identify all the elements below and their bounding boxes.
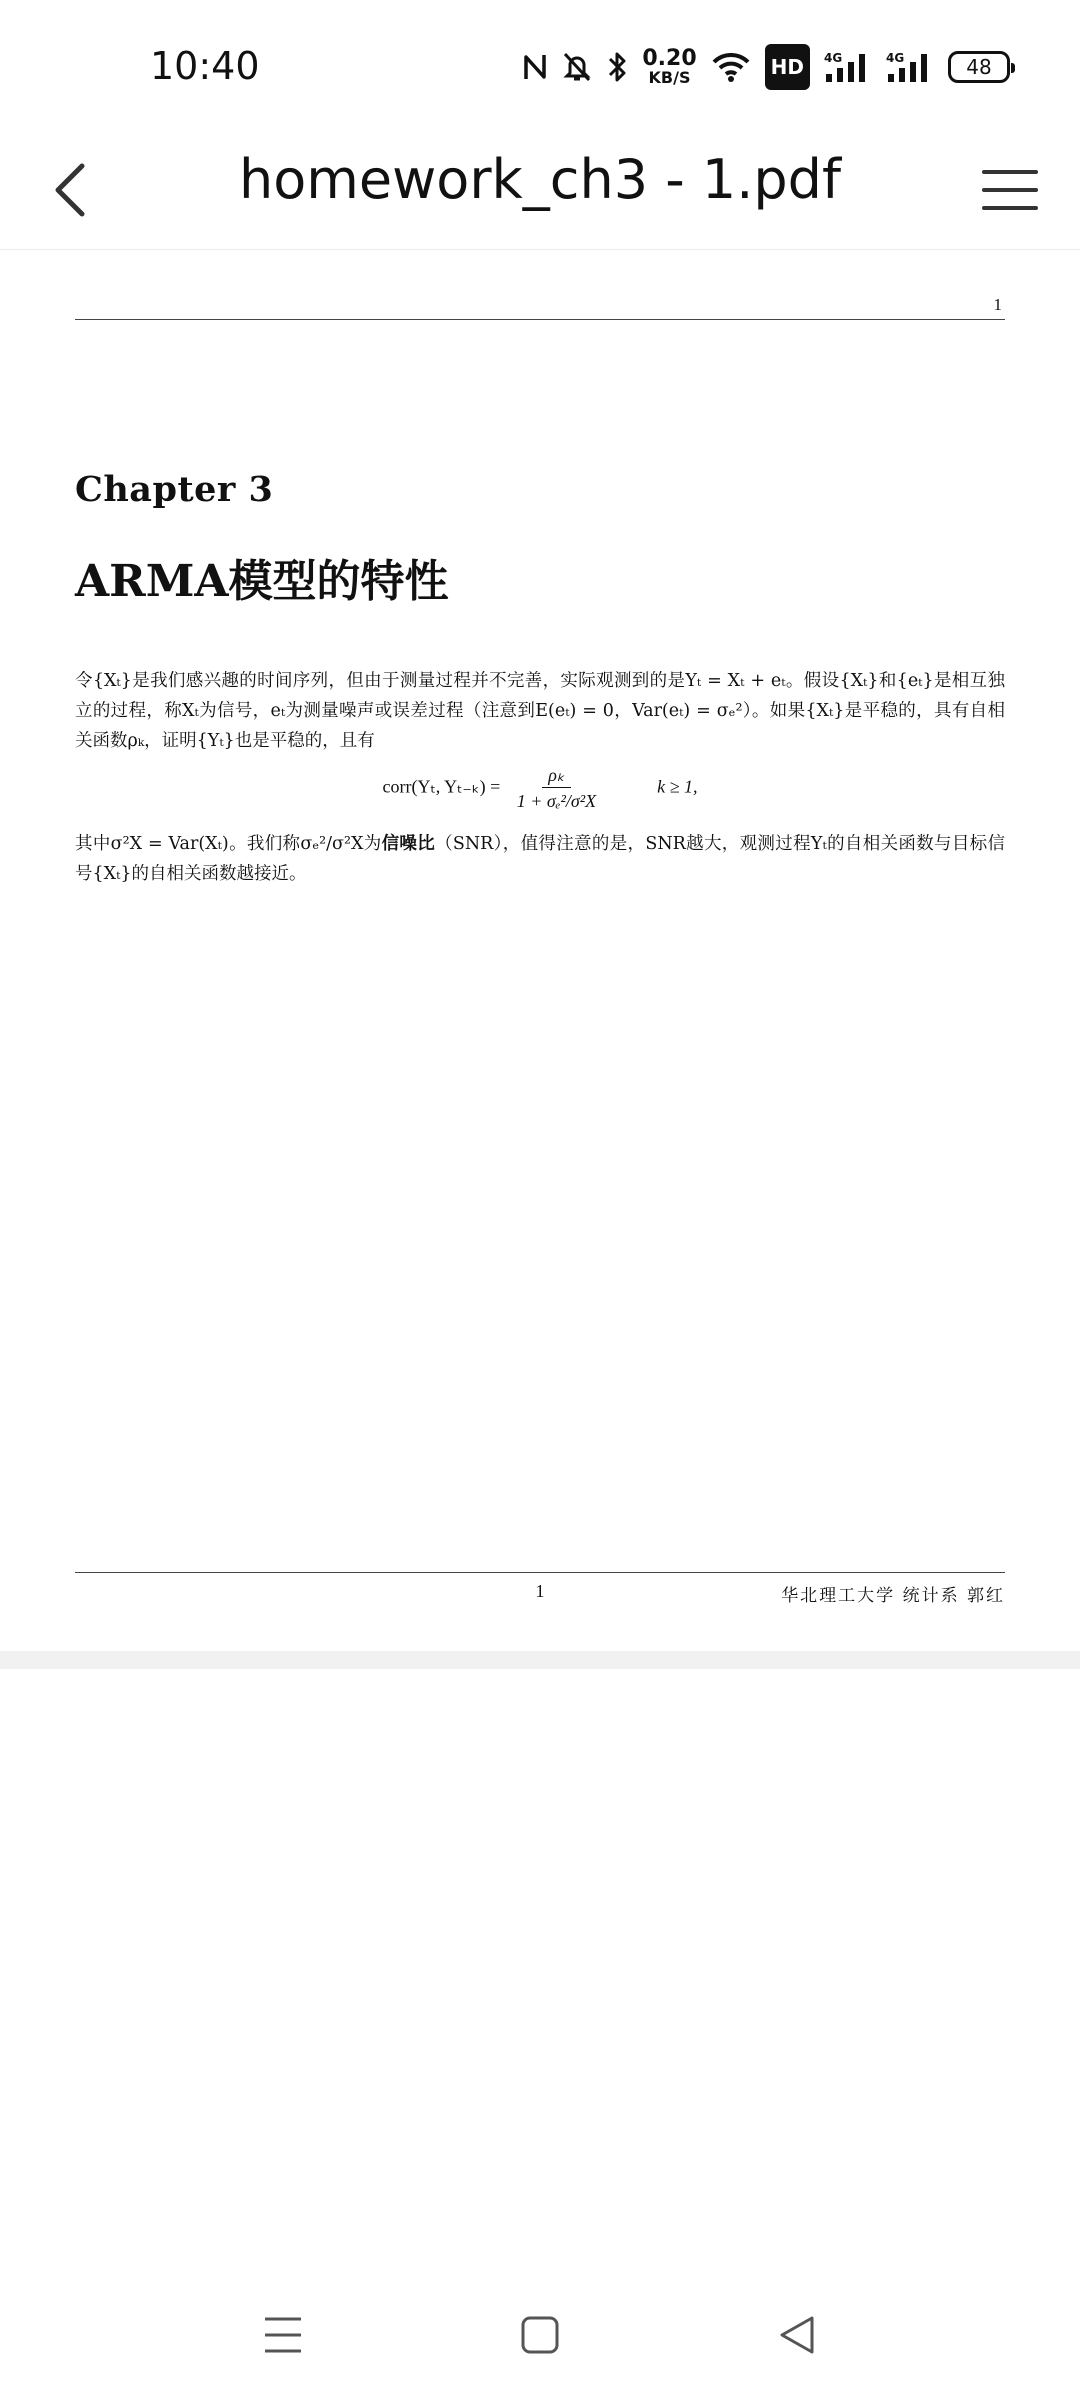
- chapter-title: ARMA模型的特性: [75, 556, 449, 607]
- svg-text:4G: 4G: [886, 51, 905, 65]
- bell-muted-icon: [562, 44, 592, 90]
- footer-author: 华北理工大学 统计系 郭红: [781, 1586, 1005, 1606]
- paragraph-2-text-b: （SNR），值得注意的是，SNR越大，观测过程Yₜ的自相关函数与目标信号{Xₜ}的自相关函数越接近。: [75, 834, 1006, 884]
- problem-paragraph-2: [75, 829, 1005, 889]
- nav-home-button[interactable]: [500, 2300, 580, 2370]
- header-page-number: 1: [993, 295, 1002, 314]
- net-speed-value: 0.20: [642, 46, 697, 71]
- hd-icon: HD: [765, 44, 810, 90]
- signal-4g-icon: [824, 44, 872, 90]
- formula-denominator: 1 + σₑ²/σ²X: [516, 791, 597, 811]
- system-nav-bar: [0, 2270, 1080, 2400]
- footer-page-number: 1: [535, 1581, 545, 1601]
- problem-paragraph-1: 令{Xₜ}是我们感兴趣的时间序列，但由于测量过程并不完善，实际观测到的是Yₜ = Xₜ + eₜ。假设{Xₜ}和{eₜ}是相互独立的过程，称Xₜ为信号，eₜ为测量噪声或误差过程（注意到E(eₜ) = 0，Var(eₜ) = σₑ²）。如果{Xₜ}是平稳的，具有自相关函数ρₖ，证明{Yₜ}也是平稳的，且有: [75, 671, 1005, 751]
- paragraph-2-text-a: 其中σ²X = Var(Xₜ)。我们称σₑ²/σ²X为: [75, 834, 382, 854]
- formula-fraction: [511, 763, 602, 814]
- formula: [0, 763, 1080, 814]
- nav-back-button[interactable]: [757, 2300, 837, 2370]
- net-speed-unit: KB/S: [648, 68, 691, 87]
- app-bar: [0, 130, 1080, 250]
- menu-button[interactable]: [970, 150, 1050, 230]
- footer-rule: [75, 1572, 1005, 1573]
- nfc-icon: [522, 44, 548, 90]
- chapter-label: Chapter 3: [75, 469, 274, 510]
- nav-recents-button[interactable]: [243, 2300, 323, 2370]
- status-icons: [522, 44, 1010, 90]
- svg-text:4G: 4G: [824, 51, 843, 65]
- hamburger-menu-icon: [982, 168, 1038, 212]
- page-separator: [0, 1651, 1080, 1669]
- status-bar: [0, 0, 1080, 130]
- net-speed: [642, 44, 696, 90]
- signal-4g-icon-2: [886, 44, 934, 90]
- formula-numerator: ρₖ: [542, 763, 570, 788]
- formula-condition: k ≥ 1,: [657, 776, 698, 797]
- status-time: 10:40: [150, 44, 260, 88]
- battery-icon: 48: [948, 51, 1010, 83]
- bluetooth-icon: [606, 44, 628, 90]
- snr-term: 信噪比: [381, 834, 436, 854]
- nav-menu-icon: [263, 2315, 303, 2355]
- back-button[interactable]: [30, 150, 110, 230]
- chevron-left-icon: [50, 160, 90, 220]
- header-rule: [75, 319, 1005, 320]
- formula-lhs: corr(Yₜ, Yₜ₋ₖ) =: [382, 776, 501, 797]
- wifi-icon: [711, 44, 751, 90]
- pdf-page[interactable]: [0, 251, 1080, 1651]
- nav-back-icon: [777, 2315, 817, 2355]
- document-title: homework_ch3 - 1.pdf: [239, 148, 841, 211]
- nav-home-icon: [520, 2315, 560, 2355]
